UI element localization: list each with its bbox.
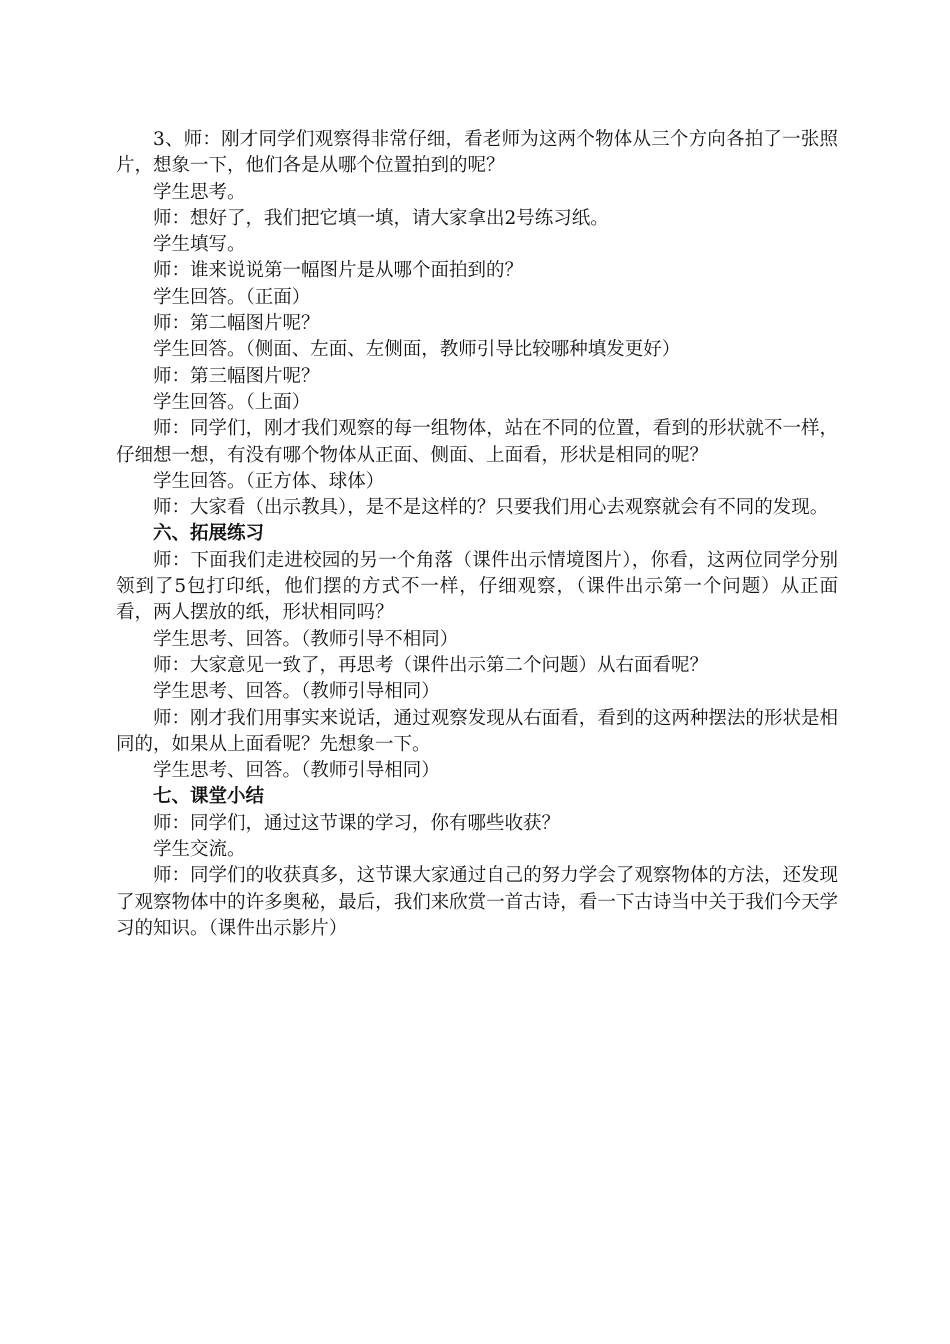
- paragraph: 学生填写。: [153, 234, 246, 256]
- paragraph: 学生回答。（正面）: [153, 286, 311, 308]
- paragraph: 学生思考、回答。（教师引导相同）: [153, 760, 440, 782]
- paragraph: 学生思考。: [153, 181, 246, 203]
- paragraph: 学生思考、回答。（教师引导不相同）: [153, 628, 459, 650]
- paragraph: 师：刚才我们用事实来说话，通过观察发现从右面看，看到的这两种摆法的形状是相同的，如果从上面看呢？先想象一下。: [116, 707, 838, 755]
- paragraph: 师：同学们，通过这节课的学习，你有哪些收获？: [153, 812, 561, 834]
- paragraph: 师：大家看（出示教具），是不是这样的？只要我们用心去观察就会有不同的发现。: [153, 497, 829, 519]
- paragraph: 学生回答。（侧面、左面、左侧面，教师引导比较哪种填发更好）: [153, 339, 681, 361]
- section-heading: 七、课堂小结: [153, 786, 265, 808]
- paragraph: 师：同学们的收获真多，这节课大家通过自己的努力学会了观察物体的方法，还发现了观察物体中的许多奥秘，最后，我们来欣赏一首古诗，看一下古诗当中关于我们今天学习的知识。（课件出示影片）: [116, 865, 838, 939]
- section-heading: 六、拓展练习: [153, 523, 265, 545]
- paragraph: 师：第二幅图片呢？: [153, 313, 320, 335]
- paragraph: 学生回答。（正方体、球体）: [153, 470, 385, 492]
- paragraph: 学生回答。（上面）: [153, 391, 311, 413]
- paragraph: 3、师：刚才同学们观察得非常仔细，看老师为这两个物体从三个方向各拍了一张照片，想象一下，他们各是从哪个位置拍到的呢？: [116, 129, 838, 177]
- paragraph: 学生思考、回答。（教师引导相同）: [153, 681, 440, 703]
- paragraph: 师：大家意见一致了，再思考（课件出示第二个问题）从右面看呢？: [153, 654, 709, 676]
- paragraph: 学生交流。: [153, 839, 246, 861]
- paragraph: 师：同学们，刚才我们观察的每一组物体，站在不同的位置，看到的形状就不一样，仔细想一想，有没有哪个物体从正面、侧面、上面看，形状是相同的呢？: [116, 418, 838, 466]
- paragraph: 师：想好了，我们把它填一填，请大家拿出2号练习纸。: [153, 207, 609, 229]
- document-body: [116, 127, 838, 942]
- paragraph: 师：下面我们走进校园的另一个角落（课件出示情境图片），你看，这两位同学分别领到了5包打印纸，他们摆的方式不一样，仔细观察，（课件出示第一个问题）从正面看，两人摆放的纸，形状相同吗？: [116, 549, 838, 624]
- paragraph: 师：谁来说说第一幅图片是从哪个面拍到的？: [153, 260, 524, 282]
- paragraph: 师：第三幅图片呢？: [153, 365, 320, 387]
